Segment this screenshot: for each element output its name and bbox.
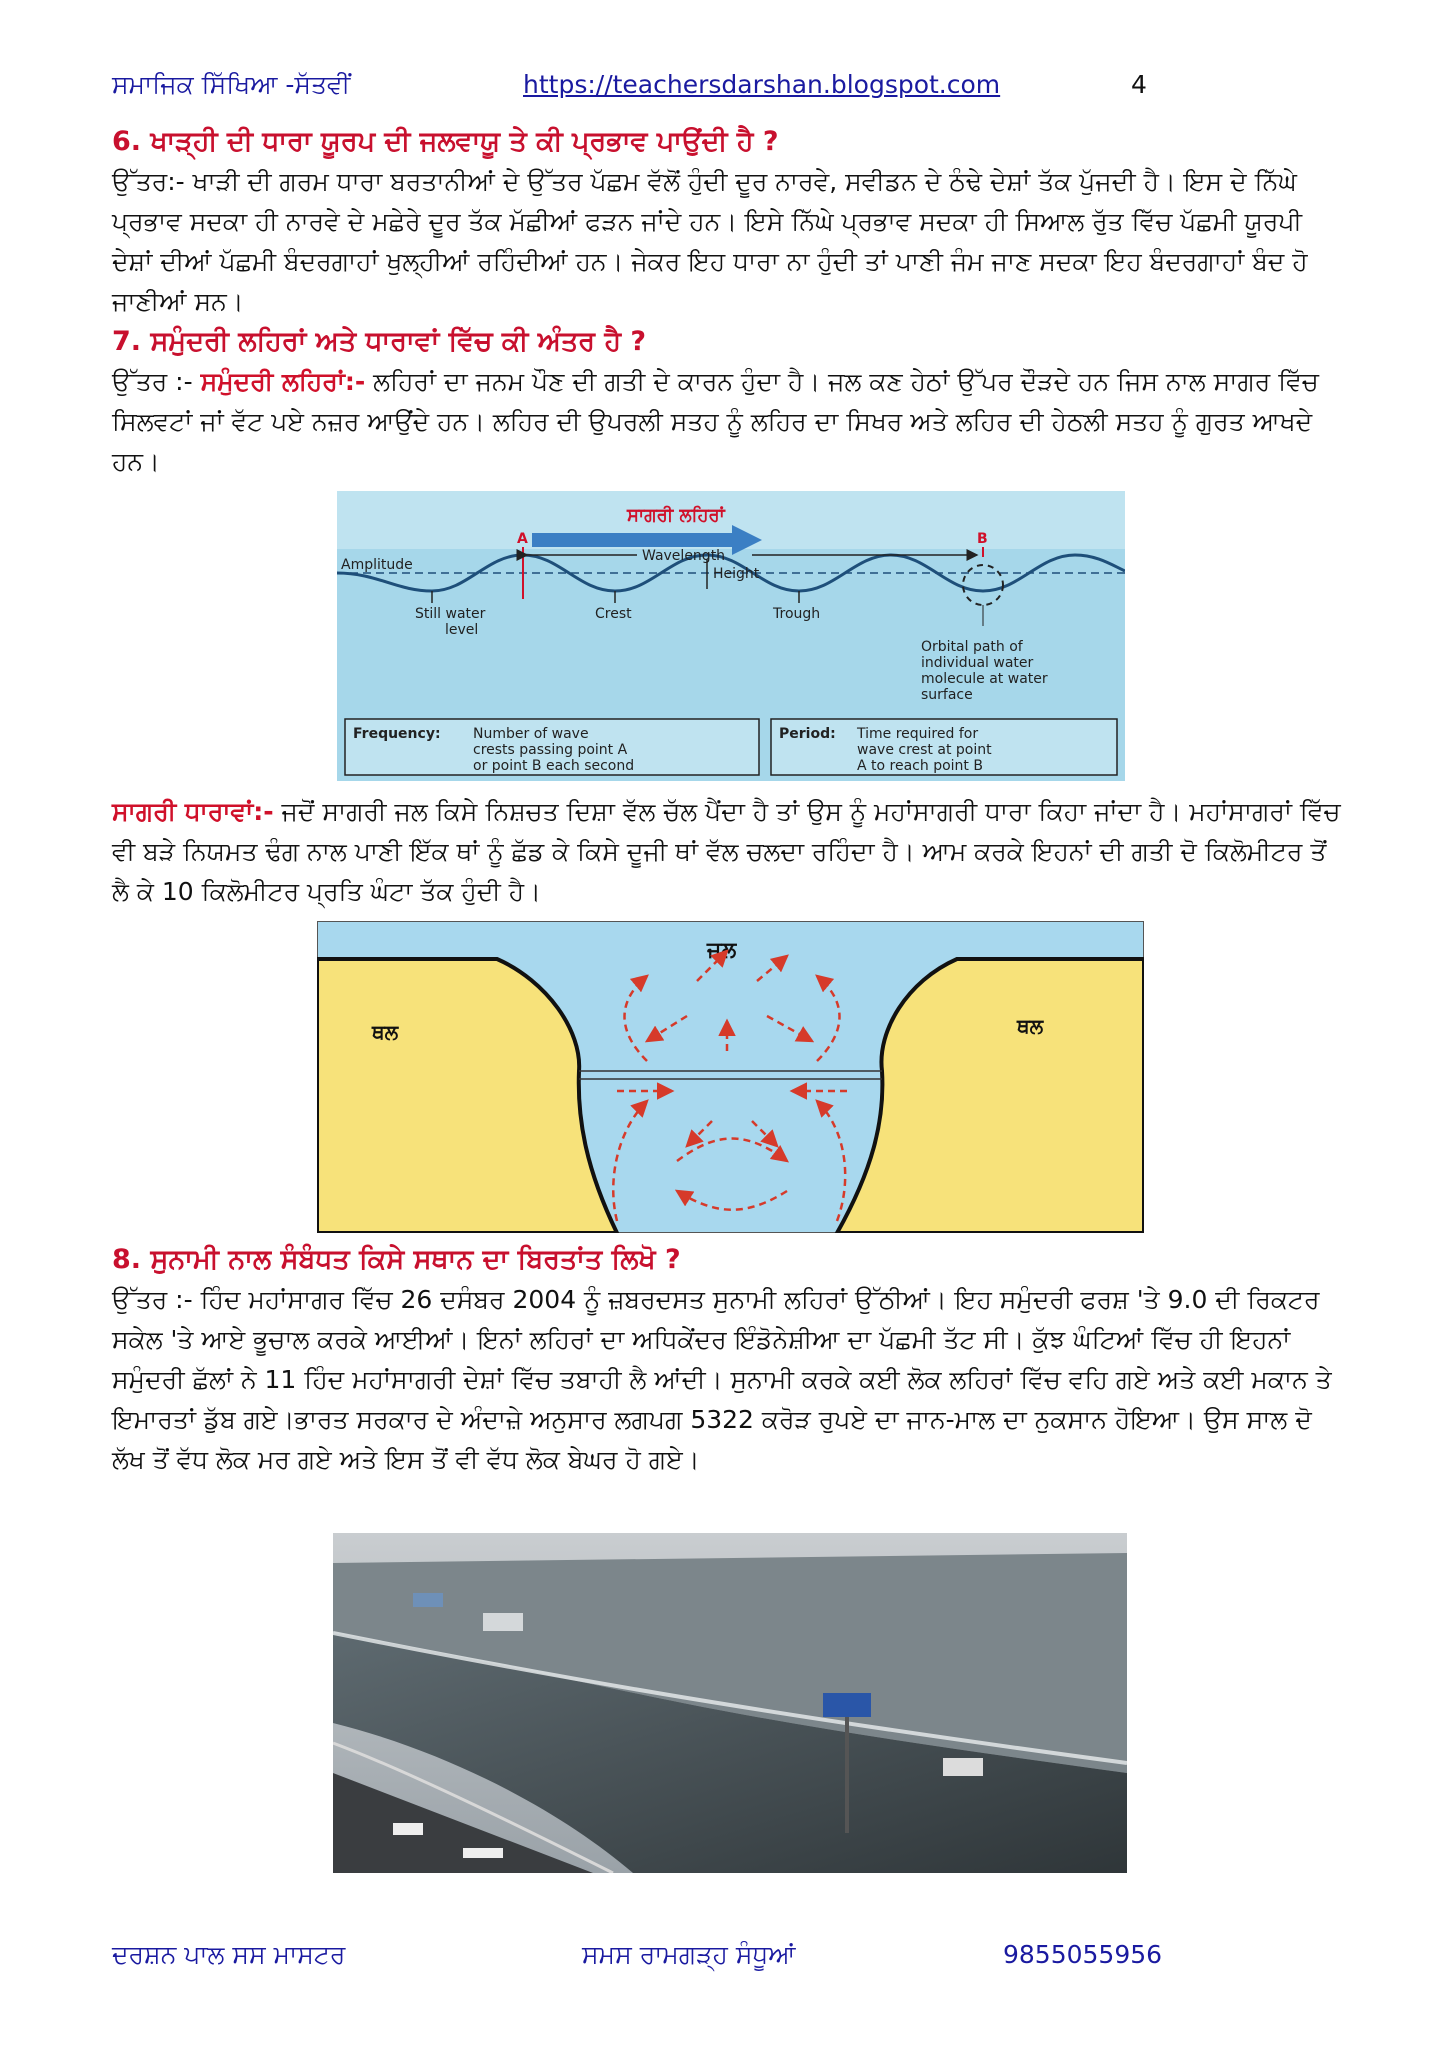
water-label: ਜਲ	[707, 938, 737, 963]
direction-arrow-icon	[532, 533, 732, 547]
answer-7-waves	[112, 362, 1342, 482]
svg-text:A to reach point B: A to reach point B	[857, 758, 983, 774]
svg-text:or point B each second: or point B each second	[473, 758, 635, 774]
still-water-level-label: level	[445, 622, 479, 638]
answer-7-currents	[112, 792, 1342, 912]
waves-text: ਲਹਿਰਾਂ ਦਾ ਜਨਮ ਪੌਣ ਦੀ ਗਤੀ ਦੇ ਕਾਰਨ ਹੁੰਦਾ ਹੈ। ਜਲ ਕਣ ਹੇਠਾਂ ਉੱਪਰ ਦੌੜਦੇ ਹਨ ਜਿਸ ਨਾਲ ਸਾਗਰ ਵਿੱਚ ਸਿਲਵਟਾਂ ਜਾਂ ਵੱਟ ਪਏ ਨਜ਼ਰ ਆਉਂਦੇ ਹਨ। ਲਹਿਰ ਦੀ ਉਪਰਲੀ ਸਤਹ ਨੂੰ ਲਹਿਰ ਦਾ ਸਿਖਰ ਅਤੇ ਲਹਿਰ ਦੀ ਹੇਠਲੀ ਸਤਹ ਨੂੰ ਗੁਰਤ ਆਖਦੇ ਹਨ।	[112, 367, 1319, 476]
waves-label: ਸਮੁੰਦਰੀ ਲਹਿਰਾਂ:-	[200, 367, 366, 396]
header-subject: ਸਮਾਜਿਕ ਸਿੱਖਿਆ -ਸੱਤਵੀਂ	[112, 70, 351, 99]
footer-author: ਦਰਸ਼ਨ ਪਾਲ ਸਸ ਮਾਸਟਰ	[112, 1940, 346, 1969]
svg-text:Time required for: Time required for	[857, 726, 979, 742]
right-land-label: ਥਲ	[1017, 1014, 1044, 1038]
orbital-label-3: molecule at water	[921, 671, 1048, 687]
page-footer	[0, 1940, 1448, 1980]
orbital-label-4: surface	[921, 687, 973, 703]
road-sign-icon	[823, 1693, 871, 1717]
amplitude-label: Amplitude	[341, 557, 413, 573]
point-b-label: B	[977, 531, 988, 547]
svg-text:Number of wave: Number of wave	[473, 726, 589, 742]
frequency-label: Frequency:	[353, 726, 441, 742]
crest-label: Crest	[595, 606, 632, 622]
page-number: 4	[1131, 70, 1147, 99]
question-7: 7. ਸਮੁੰਦਰੀ ਲਹਿਰਾਂ ਅਤੇ ਧਾਰਾਵਾਂ ਵਿੱਚ ਕੀ ਅੰਤਰ ਹੈ ?	[112, 326, 647, 357]
answer-prefix: ਉੱਤਰ :-	[112, 367, 193, 396]
answer-6: ਉੱਤਰ:- ਖਾੜੀ ਦੀ ਗਰਮ ਧਾਰਾ ਬਰਤਾਨੀਆਂ ਦੇ ਉੱਤਰ ਪੱਛਮ ਵੱਲੋਂ ਹੁੰਦੀ ਦੂਰ ਨਾਰਵੇ, ਸਵੀਡਨ ਦੇ ਠੰਢੇ ਦੇਸ਼ਾਂ ਤੱਕ ਪੁੱਜਦੀ ਹੈ। ਇਸ ਦੇ ਨਿੱਘੇ ਪ੍ਰਭਾਵ ਸਦਕਾ ਹੀ ਨਾਰਵੇ ਦੇ ਮਛੇਰੇ ਦੂਰ ਤੱਕ ਮੱਛੀਆਂ ਫੜਨ ਜਾਂਦੇ ਹਨ। ਇਸੇ ਨਿੱਘੇ ਪ੍ਰਭਾਵ ਸਦਕਾ ਹੀ ਸਿਆਲ ਰੁੱਤ ਵਿੱਚ ਪੱਛਮੀ ਯੂਰਪੀ ਦੇਸ਼ਾਂ ਦੀਆਂ ਪੱਛਮੀ ਬੰਦਰਗਾਹਾਂ ਖੁਲ੍ਹੀਆਂ ਰਹਿੰਦੀਆਂ ਹਨ। ਜੇਕਰ ਇਹ ਧਾਰਾ ਨਾ ਹੁੰਦੀ ਤਾਂ ਪਾਣੀ ਜੰਮ ਜਾਣ ਸਦਕਾ ਇਹ ਬੰਦਰਗਾਹਾਂ ਬੰਦ ਹੋ ਜਾਣੀਆਂ ਸਨ।	[112, 167, 1308, 316]
point-a-label: A	[517, 531, 528, 547]
currents-text: ਜਦੋਂ ਸਾਗਰੀ ਜਲ ਕਿਸੇ ਨਿਸ਼ਚਤ ਦਿਸ਼ਾ ਵੱਲ ਚੱਲ ਪੈਂਦਾ ਹੈ ਤਾਂ ਉਸ ਨੂੰ ਮਹਾਂਸਾਗਰੀ ਧਾਰਾ ਕਿਹਾ ਜਾਂਦਾ ਹੈ। ਮਹਾਂਸਾਗਰਾਂ ਵਿੱਚ ਵੀ ਬੜੇ ਨਿਯਮਤ ਢੰਗ ਨਾਲ ਪਾਣੀ ਇੱਕ ਥਾਂ ਨੂੰ ਛੱਡ ਕੇ ਕਿਸੇ ਦੂਜੀ ਥਾਂ ਵੱਲ ਚਲਦਾ ਰਹਿੰਦਾ ਹੈ। ਆਮ ਕਰਕੇ ਇਹਨਾਂ ਦੀ ਗਤੀ ਦੋ ਕਿਲੋਮੀਟਰ ਤੋਂ ਲੈ ਕੇ 10 ਕਿਲੋਮੀਟਰ ਪ੍ਰਤਿ ਘੰਟਾ ਤੱਕ ਹੁੰਦੀ ਹੈ।	[112, 797, 1341, 906]
footer-school: ਸਮਸ ਰਾਮਗੜ੍ਹ ਸੰਧੂਆਂ	[582, 1940, 796, 1969]
question-6: 6. ਖਾੜ੍ਹੀ ਦੀ ਧਾਰਾ ਯੂਰਪ ਦੀ ਜਲਵਾਯੂ ਤੇ ਕੀ ਪ੍ਰਭਾਵ ਪਾਉਂਦੀ ਹੈ ?	[112, 126, 779, 157]
currents-label: ਸਾਗਰੀ ਧਾਰਾਵਾਂ:-	[112, 797, 274, 826]
wave-diagram-title: ਸਾਗਰੀ ਲਹਿਰਾਂ	[627, 505, 725, 526]
svg-text:wave crest at point: wave crest at point	[857, 742, 992, 758]
period-label: Period:	[779, 726, 836, 742]
tsunami-photo	[333, 1533, 1127, 1873]
orbital-label-1: Orbital path of	[921, 639, 1023, 655]
orbital-label-2: individual water	[921, 655, 1034, 671]
left-land-label: ਥਲ	[372, 1020, 399, 1044]
question-8: 8. ਸੁਨਾਮੀ ਨਾਲ ਸੰਬੰਧਤ ਕਿਸੇ ਸਥਾਨ ਦਾ ਬਿਰਤਾਂਤ ਲਿਖੋ ?	[112, 1244, 681, 1275]
footer-phone: 9855055956	[1003, 1940, 1163, 1969]
ocean-current-diagram	[317, 921, 1144, 1233]
answer-8: ਉੱਤਰ :- ਹਿੰਦ ਮਹਾਂਸਾਗਰ ਵਿੱਚ 26 ਦਸੰਬਰ 2004 ਨੂੰ ਜ਼ਬਰਦਸਤ ਸੁਨਾਮੀ ਲਹਿਰਾਂ ਉੱਠੀਆਂ। ਇਹ ਸਮੁੰਦਰੀ ਫਰਸ਼ 'ਤੇ 9.0 ਦੀ ਰਿਕਟਰ ਸਕੇਲ 'ਤੇ ਆਏ ਭੂਚਾਲ ਕਰਕੇ ਆਈਆਂ। ਇਨਾਂ ਲਹਿਰਾਂ ਦਾ ਅਧਿਕੇਂਦਰ ਇੰਡੋਨੇਸ਼ੀਆ ਦਾ ਪੱਛਮੀ ਤੱਟ ਸੀ। ਕੁੱਝ ਘੰਟਿਆਂ ਵਿੱਚ ਹੀ ਇਹਨਾਂ ਸਮੁੰਦਰੀ ਛੱਲਾਂ ਨੇ 11 ਹਿੰਦ ਮਹਾਂਸਾਗਰੀ ਦੇਸ਼ਾਂ ਵਿੱਚ ਤਬਾਹੀ ਲੈ ਆਂਦੀ। ਸੁਨਾਮੀ ਕਰਕੇ ਕਈ ਲੋਕ ਲਹਿਰਾਂ ਵਿੱਚ ਵਹਿ ਗਏ ਅਤੇ ਕਈ ਮਕਾਨ ਤੇ ਇਮਾਰਤਾਂ ਡੁੱਬ ਗਏ।ਭਾਰਤ ਸਰਕਾਰ ਦੇ ਅੰਦਾਜ਼ੇ ਅਨੁਸਾਰ ਲਗਪਗ 5322 ਕਰੋੜ ਰੁਪਏ ਦਾ ਜਾਨ-ਮਾਲ ਦਾ ਨੁਕਸਾਨ ਹੋਇਆ। ਉਸ ਸਾਲ ਦੋ ਲੱਖ ਤੋਂ ਵੱਧ ਲੋਕ ਮਰ ਗਏ ਅਤੇ ਇਸ ਤੋਂ ਵੀ ਵੱਧ ਲੋਕ ਬੇਘਰ ਹੋ ਗਏ।	[112, 1285, 1332, 1474]
height-label: Height	[713, 566, 760, 582]
page-header	[0, 70, 1448, 110]
still-water-label: Still water	[415, 606, 486, 622]
trough-label: Trough	[773, 606, 821, 622]
wavelength-label: Wavelength	[642, 548, 726, 564]
header-url-link[interactable]: https://teachersdarshan.blogspot.com	[523, 70, 1001, 99]
ocean-waves-diagram	[337, 491, 1125, 781]
svg-text:crests passing point A: crests passing point A	[473, 742, 628, 758]
